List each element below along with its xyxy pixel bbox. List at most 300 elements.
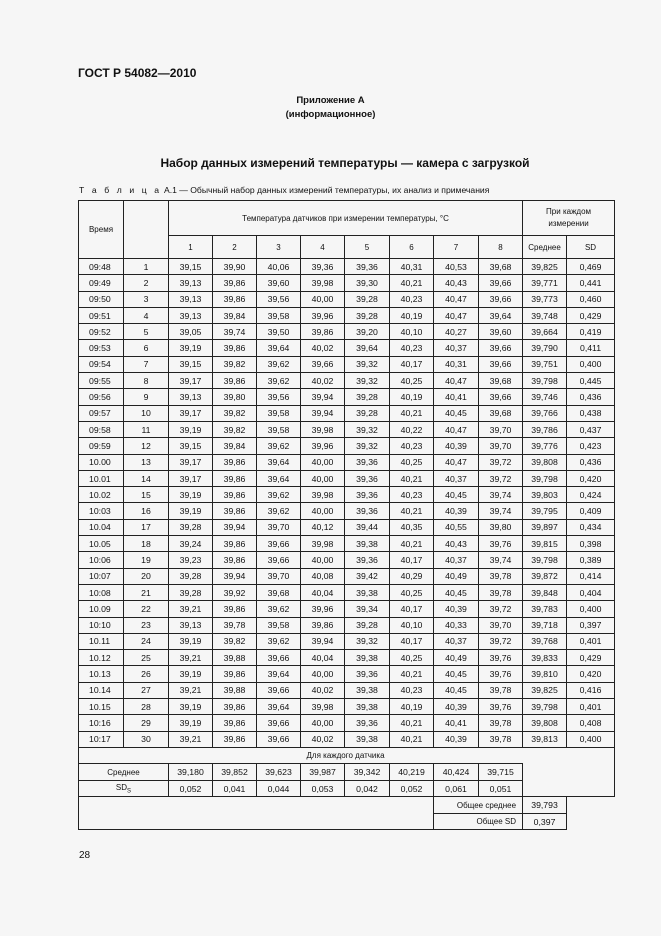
temperature-cell: 39,74	[213, 324, 257, 340]
temperature-cell: 39,86	[213, 601, 257, 617]
row-number-cell: 29	[124, 715, 169, 731]
temperature-cell: 39,28	[345, 389, 390, 405]
sensor-mean: 39,987	[301, 764, 345, 781]
temperature-cell: 40,23	[390, 291, 434, 307]
sensor-mean: 40,424	[434, 764, 479, 781]
temperature-cell: 40,41	[434, 389, 479, 405]
temperature-cell: 40,12	[301, 519, 345, 535]
row-mean-cell: 39,810	[523, 666, 567, 682]
table-row	[79, 552, 615, 568]
temperature-cell: 39,90	[213, 259, 257, 275]
time-cell: 10.00	[79, 454, 124, 470]
per-sensor-row	[79, 747, 615, 764]
mean-header: Среднее	[523, 236, 567, 259]
temperature-cell: 39,17	[169, 470, 213, 486]
temperature-cell: 39,70	[479, 438, 523, 454]
row-mean-cell: 39,798	[523, 552, 567, 568]
temperature-cell: 40,49	[434, 650, 479, 666]
time-cell: 10:06	[79, 552, 124, 568]
temperature-cell: 40,04	[301, 584, 345, 600]
temperature-cell: 40,02	[301, 682, 345, 698]
sensor-header: 3	[257, 236, 301, 259]
table-row	[79, 682, 615, 698]
table-row	[79, 536, 615, 552]
temperature-cell: 39,86	[213, 291, 257, 307]
temperature-cell: 40,08	[301, 568, 345, 584]
temperature-cell: 39,72	[479, 601, 523, 617]
row-number-cell: 19	[124, 552, 169, 568]
row-number-cell: 18	[124, 536, 169, 552]
time-cell: 10:08	[79, 584, 124, 600]
row-sd-cell: 0,400	[567, 731, 615, 747]
table-row	[79, 340, 615, 356]
temperature-cell: 40,39	[434, 731, 479, 747]
time-cell: 09:57	[79, 405, 124, 421]
temperature-cell: 39,66	[257, 731, 301, 747]
temperature-cell: 39,84	[213, 307, 257, 323]
row-sd-cell: 0,420	[567, 666, 615, 682]
table-row	[79, 617, 615, 633]
temperature-cell: 39,96	[301, 438, 345, 454]
document-id: ГОСТ Р 54082—2010	[78, 66, 197, 80]
temperature-cell: 39,70	[257, 519, 301, 535]
temperature-cell: 39,15	[169, 259, 213, 275]
time-cell: 10.01	[79, 470, 124, 486]
temperature-cell: 39,44	[345, 519, 390, 535]
row-mean-cell: 39,798	[523, 470, 567, 486]
temperature-cell: 40,04	[301, 650, 345, 666]
time-cell: 10:07	[79, 568, 124, 584]
temperature-cell: 39,15	[169, 356, 213, 372]
temperature-cell: 39,38	[345, 536, 390, 552]
sensor-header: 2	[213, 236, 257, 259]
row-mean-cell: 39,815	[523, 536, 567, 552]
row-number-cell: 5	[124, 324, 169, 340]
sensor-header: 5	[345, 236, 390, 259]
overall-mean-row	[79, 797, 615, 814]
temperature-cell: 39,98	[301, 536, 345, 552]
temperature-cell: 39,94	[301, 389, 345, 405]
row-number-cell: 3	[124, 291, 169, 307]
temperature-cell: 40,00	[301, 666, 345, 682]
temperature-cell: 39,66	[479, 291, 523, 307]
temperature-cell: 40,25	[390, 650, 434, 666]
row-number-cell: 14	[124, 470, 169, 486]
row-number-cell: 9	[124, 389, 169, 405]
caption-prefix: Т а б л и ц а	[79, 185, 162, 195]
temperature-cell: 40,39	[434, 699, 479, 715]
temperature-cell: 39,68	[479, 259, 523, 275]
time-cell: 10.02	[79, 487, 124, 503]
temperature-cell: 39,86	[213, 536, 257, 552]
section-title: Набор данных измерений температуры — камера с загрузкой	[160, 156, 530, 170]
time-cell: 10:16	[79, 715, 124, 731]
row-mean-cell: 39,848	[523, 584, 567, 600]
temperature-cell: 39,17	[169, 373, 213, 389]
table-row	[79, 470, 615, 486]
temperature-cell: 40,00	[301, 454, 345, 470]
row-sd-cell: 0,424	[567, 487, 615, 503]
table-row	[79, 568, 615, 584]
temperature-cell: 39,82	[213, 633, 257, 649]
sensor-sd: 0,041	[213, 780, 257, 797]
row-number-cell: 4	[124, 307, 169, 323]
temperature-cell: 40,19	[390, 389, 434, 405]
temperature-cell: 39,86	[213, 552, 257, 568]
temperature-cell: 40,29	[390, 568, 434, 584]
temperature-cell: 39,58	[257, 307, 301, 323]
temperature-cell: 40,47	[434, 454, 479, 470]
table-row	[79, 356, 615, 372]
temperature-cell: 40,41	[434, 715, 479, 731]
row-mean-cell: 39,825	[523, 259, 567, 275]
row-number-cell: 24	[124, 633, 169, 649]
temperature-cell: 39,64	[479, 307, 523, 323]
temperature-cell: 40,37	[434, 470, 479, 486]
temperature-cell: 39,21	[169, 601, 213, 617]
sensor-mean: 39,342	[345, 764, 390, 781]
row-number-cell: 28	[124, 699, 169, 715]
time-cell: 09:51	[79, 307, 124, 323]
row-sd-cell: 0,460	[567, 291, 615, 307]
row-mean-cell: 39,825	[523, 682, 567, 698]
sensor-sd: 0,051	[479, 780, 523, 797]
temperature-cell: 40,53	[434, 259, 479, 275]
temperature-cell: 39,19	[169, 666, 213, 682]
temperature-cell: 39,86	[213, 699, 257, 715]
temperature-cell: 39,96	[301, 601, 345, 617]
temperature-cell: 39,82	[213, 421, 257, 437]
row-mean-cell: 39,798	[523, 373, 567, 389]
temperature-cell: 39,60	[479, 324, 523, 340]
temperature-cell: 40,00	[301, 715, 345, 731]
table-row	[79, 731, 615, 747]
temperature-cell: 39,62	[257, 503, 301, 519]
temperature-cell: 39,62	[257, 601, 301, 617]
row-sd-cell: 0,441	[567, 275, 615, 291]
temperature-cell: 39,13	[169, 617, 213, 633]
sensor-header: 6	[390, 236, 434, 259]
temperature-cell: 39,36	[345, 552, 390, 568]
temperature-cell: 39,74	[479, 487, 523, 503]
time-cell: 10.12	[79, 650, 124, 666]
temperature-cell: 39,70	[257, 568, 301, 584]
temperature-cell: 39,13	[169, 291, 213, 307]
temperature-cell: 40,17	[390, 633, 434, 649]
time-cell: 10:10	[79, 617, 124, 633]
temperature-cell: 39,62	[257, 356, 301, 372]
temperature-cell: 39,56	[257, 389, 301, 405]
caption-text: А.1 — Обычный набор данных измерений температуры, их анализ и примечания	[161, 185, 490, 195]
temperature-cell: 39,64	[257, 699, 301, 715]
row-number-cell: 7	[124, 356, 169, 372]
temperature-cell: 39,86	[213, 454, 257, 470]
temperature-cell: 39,19	[169, 503, 213, 519]
row-mean-cell: 39,833	[523, 650, 567, 666]
row-sd-cell: 0,400	[567, 356, 615, 372]
temperature-cell: 40,21	[390, 666, 434, 682]
temperature-cell: 40,00	[301, 503, 345, 519]
sensor-header: 7	[434, 236, 479, 259]
time-cell: 10:03	[79, 503, 124, 519]
sensor-mean: 39,623	[257, 764, 301, 781]
temperature-cell: 40,39	[434, 601, 479, 617]
temperature-cell: 40,45	[434, 405, 479, 421]
temperature-cell: 39,17	[169, 405, 213, 421]
appendix-type: (информационное)	[285, 109, 376, 120]
table-row	[79, 421, 615, 437]
row-sd-cell: 0,389	[567, 552, 615, 568]
time-cell: 10.13	[79, 666, 124, 682]
temperature-cell: 39,58	[257, 405, 301, 421]
blank-cell	[567, 797, 615, 814]
table-row	[79, 601, 615, 617]
sensor-sd: 0,052	[390, 780, 434, 797]
temperature-cell: 39,66	[257, 715, 301, 731]
table-row	[79, 487, 615, 503]
temperature-cell: 40,21	[390, 715, 434, 731]
row-mean-cell: 39,798	[523, 699, 567, 715]
per-sensor-label: Для каждого датчика	[169, 747, 523, 764]
temperature-cell: 40,25	[390, 373, 434, 389]
temperature-cell: 39,82	[213, 356, 257, 372]
sensor-sd-row	[79, 780, 615, 797]
table-caption	[79, 185, 489, 195]
temperature-cell: 39,86	[213, 503, 257, 519]
temperature-cell: 39,66	[479, 340, 523, 356]
time-cell: 10.14	[79, 682, 124, 698]
header-row	[79, 201, 615, 236]
row-number-cell: 8	[124, 373, 169, 389]
temperature-cell: 39,23	[169, 552, 213, 568]
time-cell: 09:53	[79, 340, 124, 356]
row-mean-cell: 39,746	[523, 389, 567, 405]
temperature-cell: 40,35	[390, 519, 434, 535]
time-cell: 09:56	[79, 389, 124, 405]
temperature-cell: 39,32	[345, 633, 390, 649]
sensor-mean: 40,219	[390, 764, 434, 781]
temperature-cell: 39,28	[345, 291, 390, 307]
temperature-cell: 39,19	[169, 340, 213, 356]
temperature-cell: 39,64	[257, 470, 301, 486]
temperature-cell: 40,00	[301, 291, 345, 307]
sensor-sd: 0,053	[301, 780, 345, 797]
temperature-cell: 39,28	[169, 519, 213, 535]
time-cell: 09:58	[79, 421, 124, 437]
temperature-cell: 39,72	[479, 454, 523, 470]
temperature-cell: 39,72	[479, 470, 523, 486]
row-sd-cell: 0,434	[567, 519, 615, 535]
row-mean-cell: 39,813	[523, 731, 567, 747]
temperature-cell: 39,38	[345, 584, 390, 600]
temperature-cell: 40,21	[390, 503, 434, 519]
row-mean-cell: 39,790	[523, 340, 567, 356]
temperature-cell: 40,47	[434, 373, 479, 389]
temperature-cell: 39,88	[213, 682, 257, 698]
blank-cell	[523, 780, 615, 797]
temperature-cell: 40,49	[434, 568, 479, 584]
row-number-cell: 15	[124, 487, 169, 503]
temperature-cell: 39,32	[345, 421, 390, 437]
temperature-cell: 40,43	[434, 275, 479, 291]
temperature-cell: 39,21	[169, 682, 213, 698]
temperature-cell: 39,66	[479, 356, 523, 372]
temperature-cell: 39,56	[257, 291, 301, 307]
overall-mean-value: 39,793	[523, 797, 567, 814]
temperature-cell: 40,17	[390, 601, 434, 617]
row-number-cell: 10	[124, 405, 169, 421]
time-cell: 09:55	[79, 373, 124, 389]
temperature-cell: 39,80	[479, 519, 523, 535]
temperature-cell: 39,64	[257, 666, 301, 682]
temperature-cell: 39,05	[169, 324, 213, 340]
temperature-cell: 40,31	[434, 356, 479, 372]
temperature-cell: 39,68	[479, 373, 523, 389]
temperature-cell: 40,33	[434, 617, 479, 633]
time-header: Время	[79, 201, 124, 259]
table-row	[79, 438, 615, 454]
temperature-cell: 39,21	[169, 731, 213, 747]
sensor-header: 1	[169, 236, 213, 259]
temperature-cell: 39,28	[345, 307, 390, 323]
row-number-cell: 27	[124, 682, 169, 698]
table-footer	[79, 747, 615, 830]
temperature-cell: 39,68	[479, 405, 523, 421]
temperature-cell: 39,66	[257, 536, 301, 552]
sensor-sd: 0,044	[257, 780, 301, 797]
temperature-cell: 39,20	[345, 324, 390, 340]
temperature-cell: 40,02	[301, 373, 345, 389]
temperature-cell: 39,19	[169, 715, 213, 731]
temperature-cell: 39,84	[213, 438, 257, 454]
table-row	[79, 503, 615, 519]
temperature-cell: 39,15	[169, 438, 213, 454]
sensor-sd: 0,052	[169, 780, 213, 797]
blank-cell	[124, 747, 169, 764]
temperature-cell: 39,60	[257, 275, 301, 291]
table-row	[79, 389, 615, 405]
temperature-cell: 40,37	[434, 340, 479, 356]
row-number-cell: 17	[124, 519, 169, 535]
temperature-cell: 39,76	[479, 536, 523, 552]
temperature-cell: 39,78	[479, 568, 523, 584]
temperature-cell: 39,32	[345, 438, 390, 454]
row-mean-cell: 39,795	[523, 503, 567, 519]
row-mean-cell: 39,897	[523, 519, 567, 535]
temperature-cell: 39,86	[213, 340, 257, 356]
time-cell: 09:59	[79, 438, 124, 454]
table-row	[79, 650, 615, 666]
temperature-cell: 39,72	[479, 633, 523, 649]
temperature-cell: 39,86	[301, 324, 345, 340]
temperature-cell: 40,45	[434, 487, 479, 503]
page-number: 28	[79, 850, 91, 861]
temperature-cell: 39,74	[479, 503, 523, 519]
temperature-cell: 39,58	[257, 617, 301, 633]
temperature-cell: 39,98	[301, 699, 345, 715]
row-mean-cell: 39,751	[523, 356, 567, 372]
temperature-cell: 39,36	[345, 259, 390, 275]
row-number-cell: 30	[124, 731, 169, 747]
temperature-cell: 39,17	[169, 454, 213, 470]
temperature-cell: 39,62	[257, 487, 301, 503]
temperature-cell: 40,47	[434, 307, 479, 323]
temperature-cell: 39,36	[345, 503, 390, 519]
temperature-cell: 39,62	[257, 438, 301, 454]
table-row	[79, 275, 615, 291]
temperature-cell: 40,17	[390, 552, 434, 568]
sensor-sd-label: $SD_S$	[79, 780, 169, 797]
temperature-cell: 39,62	[257, 633, 301, 649]
temperature-cell: 40,00	[301, 470, 345, 486]
row-mean-cell: 39,748	[523, 307, 567, 323]
row-sd-cell: 0,401	[567, 633, 615, 649]
blank-cell	[79, 747, 124, 764]
temperature-cell: 39,64	[257, 340, 301, 356]
blank-cell	[523, 764, 615, 781]
temperature-cell: 39,36	[345, 487, 390, 503]
temperature-cell: 39,86	[213, 470, 257, 486]
temperature-cell: 39,32	[345, 373, 390, 389]
temperature-cell: 40,25	[390, 584, 434, 600]
row-sd-cell: 0,411	[567, 340, 615, 356]
row-sd-cell: 0,414	[567, 568, 615, 584]
table-row	[79, 715, 615, 731]
row-mean-cell: 39,808	[523, 715, 567, 731]
time-cell: 09:49	[79, 275, 124, 291]
temperature-cell: 39,76	[479, 666, 523, 682]
table-row	[79, 584, 615, 600]
row-number-cell: 21	[124, 584, 169, 600]
temperature-cell: 39,32	[345, 356, 390, 372]
temperature-cell: 39,50	[257, 324, 301, 340]
row-number-cell: 12	[124, 438, 169, 454]
temperature-cell: 39,92	[213, 584, 257, 600]
temperature-cell: 39,86	[213, 666, 257, 682]
sensor-mean: 39,715	[479, 764, 523, 781]
temperature-cell: 39,94	[301, 405, 345, 421]
temperature-cell: 40,47	[434, 291, 479, 307]
blank-cell	[567, 813, 615, 830]
time-cell: 10:17	[79, 731, 124, 747]
temperature-cell: 39,19	[169, 699, 213, 715]
time-cell: 09:54	[79, 356, 124, 372]
temperature-cell: 39,86	[213, 373, 257, 389]
temperature-cell: 39,28	[169, 584, 213, 600]
temperature-cell: 39,80	[213, 389, 257, 405]
row-sd-cell: 0,419	[567, 324, 615, 340]
temperature-cell: 39,58	[257, 421, 301, 437]
temperature-data-table	[78, 200, 615, 830]
temperature-cell: 39,38	[345, 650, 390, 666]
row-sd-cell: 0,401	[567, 699, 615, 715]
temperature-cell: 39,82	[213, 405, 257, 421]
table-row	[79, 307, 615, 323]
temperature-cell: 39,19	[169, 487, 213, 503]
temperature-cell: 39,78	[479, 731, 523, 747]
time-cell: 10.11	[79, 633, 124, 649]
temperature-cell: 39,86	[213, 275, 257, 291]
temperature-cell: 39,34	[345, 601, 390, 617]
row-mean-cell: 39,771	[523, 275, 567, 291]
temperature-cell: 39,78	[479, 715, 523, 731]
temperature-cell: 39,28	[345, 617, 390, 633]
temperature-cell: 39,64	[345, 340, 390, 356]
temperature-cell: 40,10	[390, 324, 434, 340]
table-row	[79, 699, 615, 715]
table-row	[79, 324, 615, 340]
appendix-label: Приложение А	[296, 95, 365, 106]
